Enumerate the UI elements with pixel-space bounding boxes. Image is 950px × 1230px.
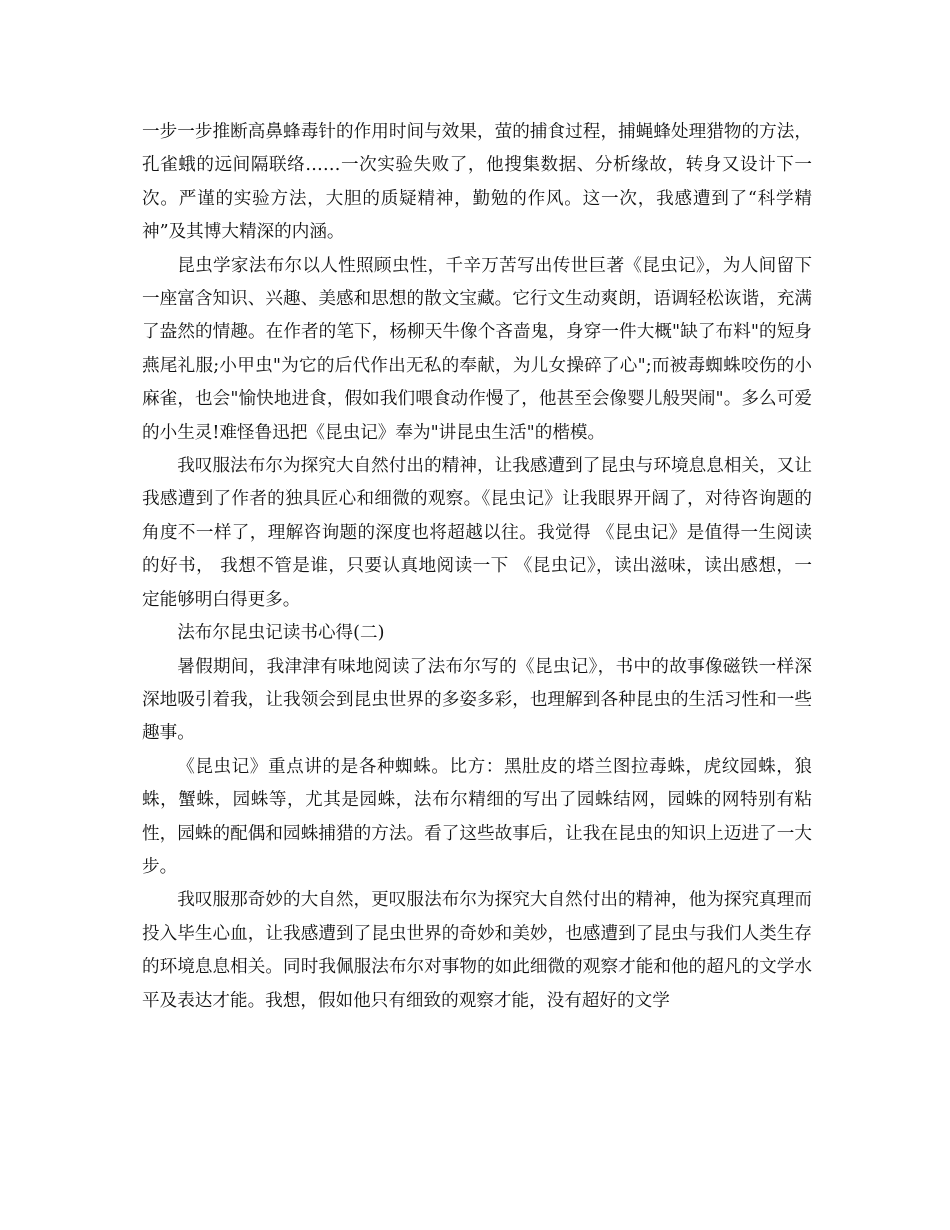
document-page xyxy=(142,116,812,1018)
paragraph-body: 昆虫学家法布尔以人性照顾虫性，千辛万苦写出传世巨著《昆虫记》，为人间留下一座富含知识、兴趣、美感和思想的散文宝藏。它行文生动爽朗，语调轻松诙谐，充满了盎然的情趣。在作者的笔下，杨柳天牛像个吝啬鬼，身穿一件大概"缺了布料"的短身燕尾礼服;小甲虫"为它的后代作出无私的奉献，为儿女操碎了心";而被毒蜘蛛咬伤的小麻雀，也会"愉快地进食，假如我们喂食动作慢了，他甚至会像婴儿般哭闹"。多么可爱的小生灵!难怪鲁迅把《昆虫记》奉为"讲昆虫生活"的楷模。 xyxy=(142,255,812,443)
paragraph-body: 我叹服法布尔为探究大自然付出的精神，让我感遭到了昆虫与环境息息相关，又让我感遭到了作者的独具匠心和细微的观察。《昆虫记》让我眼界开阔了，对待咨询题的角度不一样了，理解咨询题的深度也将超越以往。我觉得 《昆虫记》是值得一生阅读的好书， 我想不管是谁，只要认真地阅读一下 《昆虫记》，读出滋味，读出感想，一定能够明白得更多。 xyxy=(142,456,812,610)
paragraph-continuation: 一步一步推断高鼻蜂毒针的作用时间与效果，萤的捕食过程，捕蝇蜂处理猎物的方法，孔雀蛾的远间隔联络……一次实验失败了，他搜集数据、分析缘故，转身又设计下一次。严谨的实验方法，大胆的质疑精神，勤勉的作风。这一次，我感遭到了“科学精神”及其博大精深的内涵。 xyxy=(142,122,812,243)
section-heading: 法布尔昆虫记读书心得(二) xyxy=(177,623,385,644)
paragraph-body: 《昆虫记》重点讲的是各种蜘蛛。比方：黑肚皮的塔兰图拉毒蛛，虎纹园蛛，狼蛛，蟹蛛，园蛛等，尤其是园蛛，法布尔精细的写出了园蛛结网，园蛛的网特别有粘性，园蛛的配偶和园蛛捕猎的方法。看了这些故事后，让我在昆虫的知识上迈进了一大步。 xyxy=(142,756,812,877)
paragraph-body: 我叹服那奇妙的大自然，更叹服法布尔为探究大自然付出的精神，他为探究真理而投入毕生心血，让我感遭到了昆虫世界的奇妙和美妙，也感遭到了昆虫与我们人类生存的环境息息相关。同时我佩服法布尔对事物的如此细微的观察才能和他的超凡的文学水平及表达才能。我想，假如他只有细致的观察才能，没有超好的文学 xyxy=(142,890,812,1011)
paragraph-body: 暑假期间，我津津有味地阅读了法布尔写的《昆虫记》，书中的故事像磁铁一样深深地吸引着我，让我领会到昆虫世界的多姿多彩，也理解到各种昆虫的生活习性和一些趣事。 xyxy=(142,656,812,744)
